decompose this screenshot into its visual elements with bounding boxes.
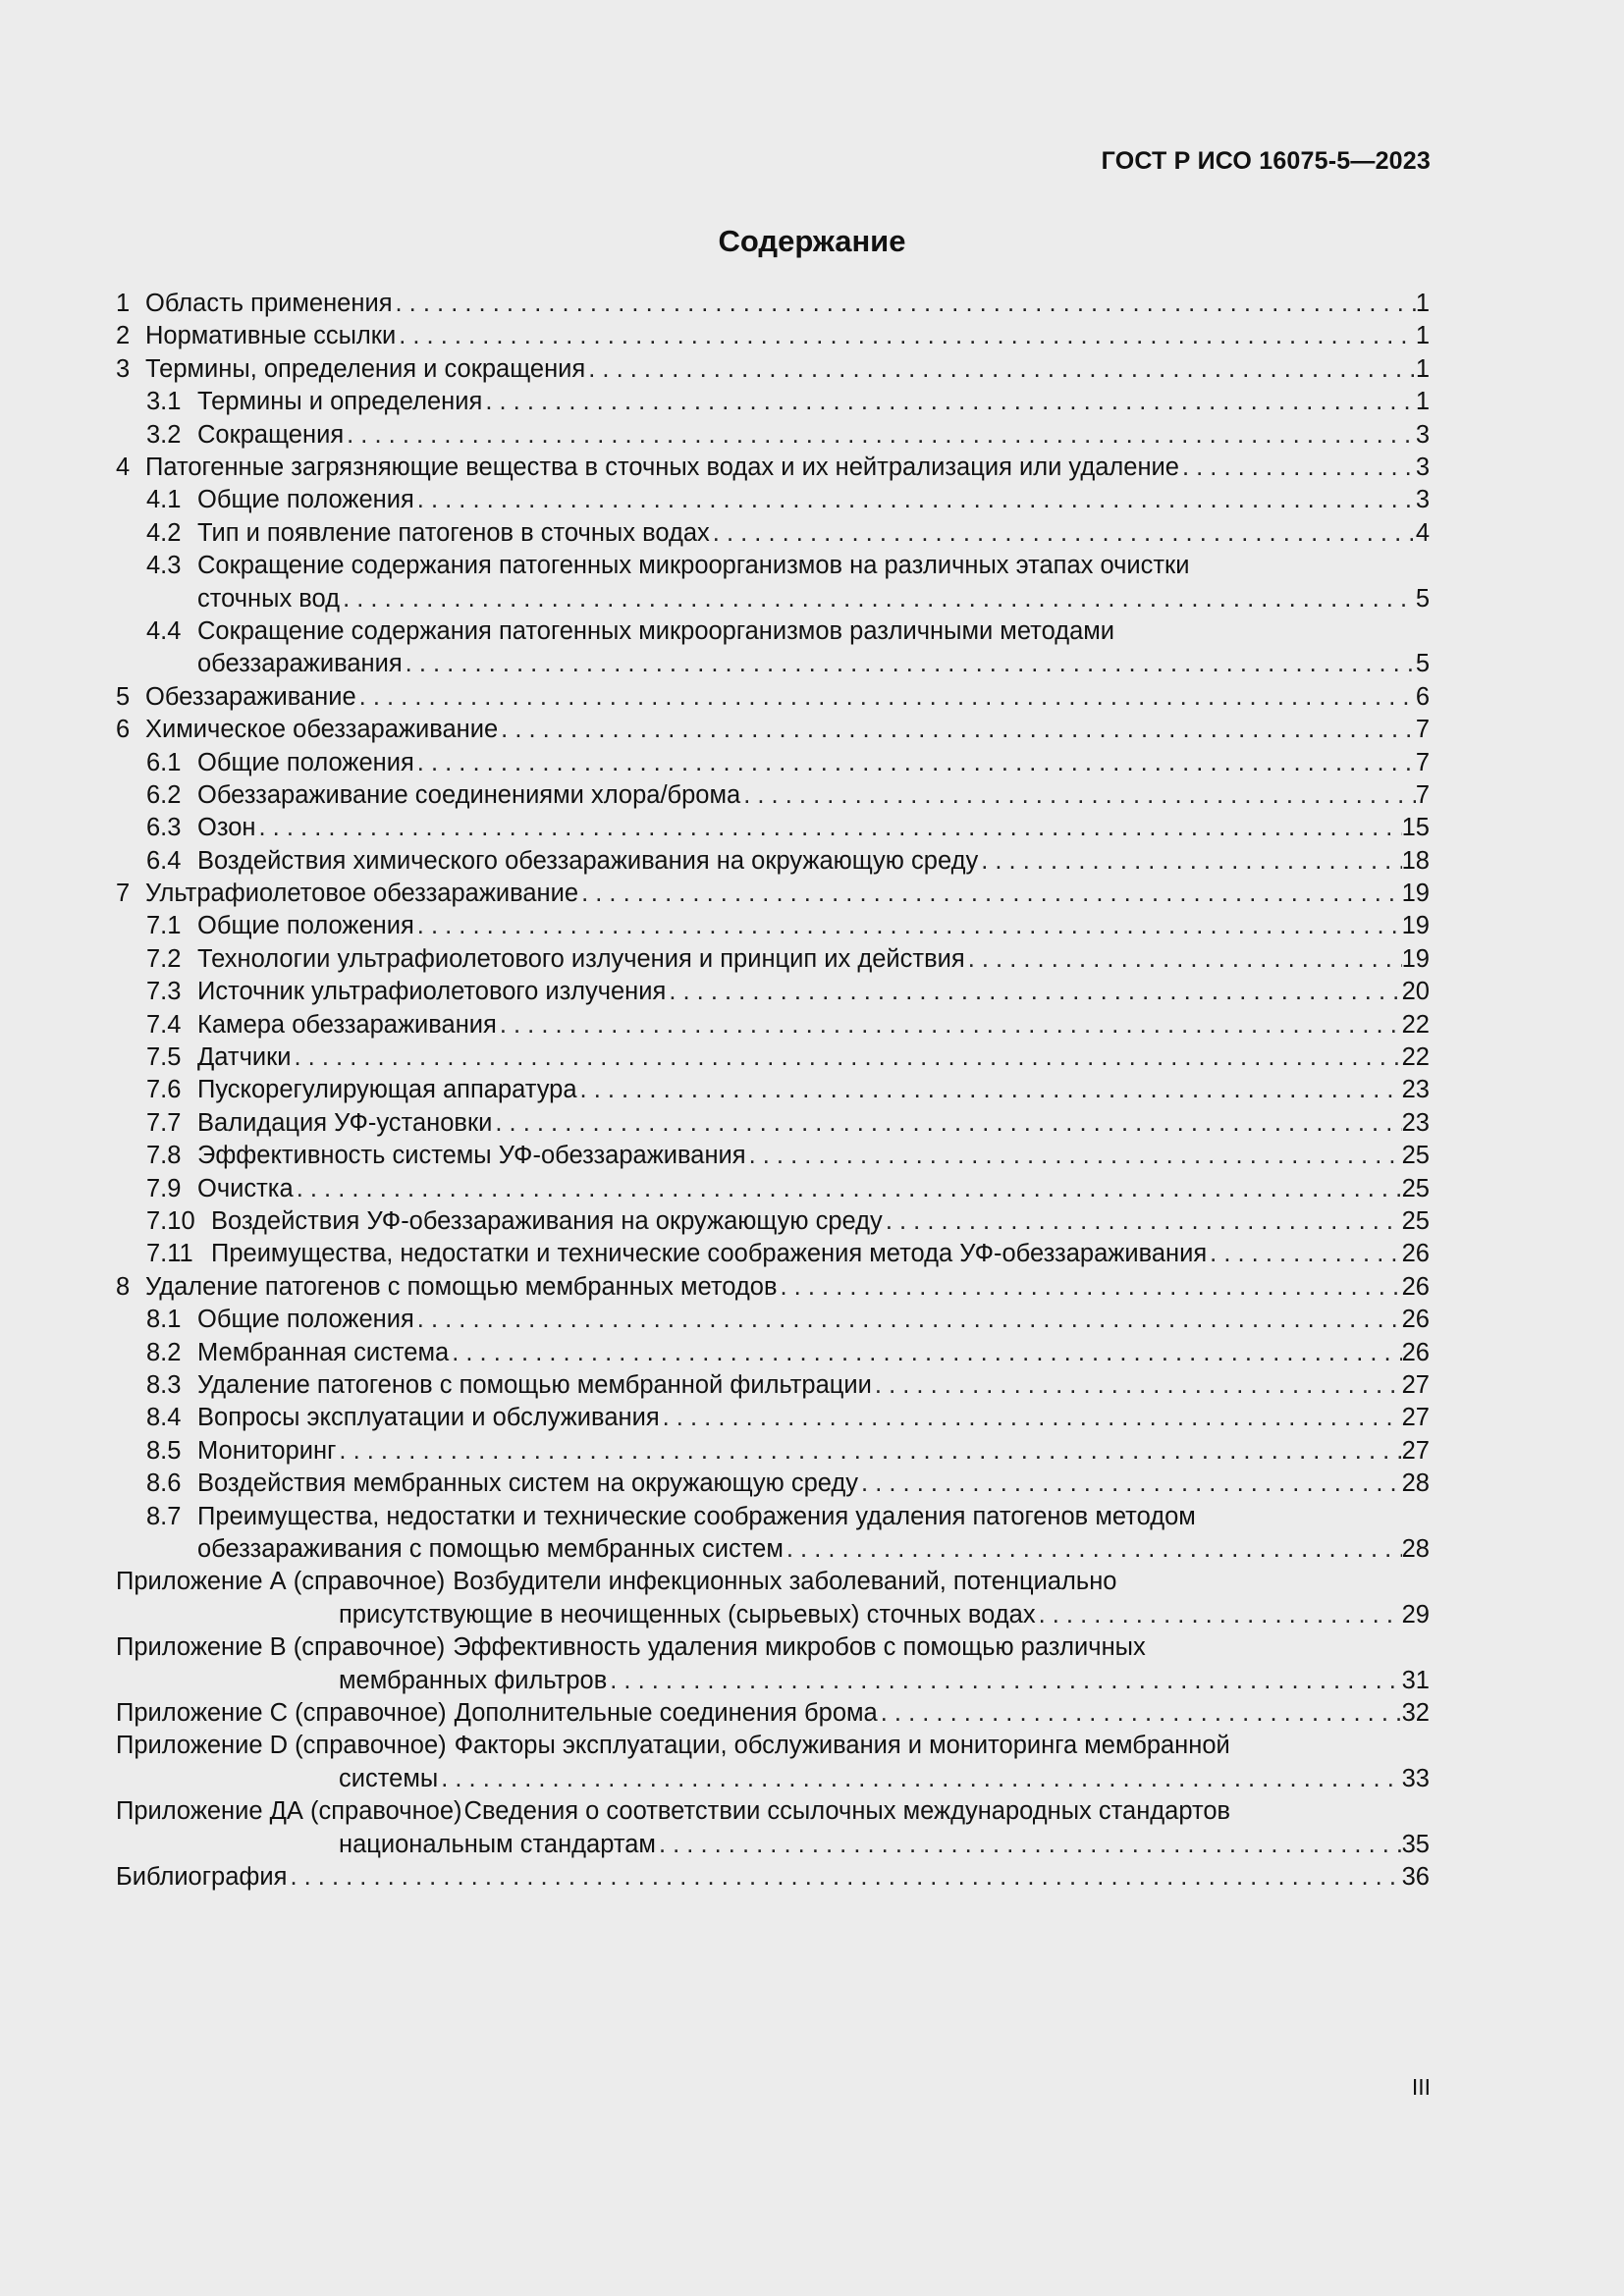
toc-entry-title-line2: национальным стандартам (339, 1830, 656, 1858)
toc-entry[interactable] (116, 1304, 1430, 1336)
page-folio: III (1411, 2074, 1431, 2100)
toc-entry-title-line1: Сведения о соответствии ссылочных международных стандартов (463, 1797, 1231, 1826)
toc-leader-dots (414, 484, 1416, 516)
toc-entry-number: 7.6 (146, 1076, 182, 1104)
appendix-label: Приложение ДА (справочное) (116, 1797, 462, 1826)
toc-entry[interactable] (116, 1435, 1430, 1468)
toc-entry-page: 36 (1401, 1862, 1430, 1891)
toc-entry-page: 3 (1415, 453, 1430, 481)
toc-entry-number: 6.2 (146, 780, 182, 809)
toc-entry-number: 7.11 (146, 1240, 193, 1268)
toc-entry-number: 8 (116, 1272, 131, 1301)
toc-entry-title: Общие положения (197, 748, 414, 776)
toc-entry-number: 1 (116, 289, 131, 317)
toc-leader-dots (492, 1107, 1401, 1140)
toc-entry[interactable] (116, 1009, 1430, 1041)
toc-entry-title: Патогенные загрязняющие вещества в сточных водах и их нейтрализация или удаление (145, 453, 1179, 481)
toc-entry-number: 7.8 (146, 1142, 182, 1170)
toc-entry[interactable] (116, 910, 1430, 942)
toc-entry[interactable] (116, 1468, 1430, 1500)
toc-entry-page: 5 (1415, 650, 1430, 678)
toc-entry-page: 22 (1401, 1043, 1430, 1072)
toc-leader-dots (414, 747, 1416, 779)
toc-entry-page: 26 (1401, 1272, 1430, 1301)
toc-entry-title: Удаление патогенов с помощью мембранных методов (145, 1272, 778, 1301)
toc-entry-title: Очистка (197, 1174, 294, 1202)
toc-entry-number: 7.2 (146, 944, 182, 973)
toc-entry-number: 3.2 (146, 420, 182, 449)
toc-entry-page: 23 (1401, 1108, 1430, 1137)
toc-entry-page: 19 (1401, 912, 1430, 940)
toc-leader-dots (660, 1402, 1402, 1434)
toc-leader-dots (746, 1140, 1402, 1172)
toc-entry-number: 3.1 (146, 388, 182, 416)
toc-leader-dots (497, 1009, 1402, 1041)
appendix-label: Приложение D (справочное) (116, 1732, 447, 1760)
toc-entry-title-line2: системы (339, 1764, 439, 1792)
toc-entry-title: Дополнительные соединения брома (454, 1698, 878, 1727)
toc-entry-page: 3 (1415, 486, 1430, 514)
toc-entry-title-line2: мембранных фильтров (339, 1666, 608, 1694)
toc-entry-page: 31 (1401, 1666, 1430, 1694)
toc-entry-title: Обеззараживание соединениями хлора/брома (197, 780, 741, 809)
toc-entry-title: Технологии ультрафиолетового излучения и принцип их действия (197, 944, 965, 973)
toc-leader-dots (1036, 1599, 1402, 1631)
toc-leader-dots (656, 1829, 1402, 1861)
toc-entry[interactable] (116, 943, 1430, 976)
toc-entry-number: 8.6 (146, 1469, 182, 1498)
toc-entry-number: 8.7 (146, 1502, 182, 1530)
toc-leader-dots (396, 320, 1416, 352)
toc-entry-title: Источник ультрафиолетового излучения (197, 978, 667, 1006)
toc-leader-dots (498, 714, 1416, 746)
toc-leader-dots (256, 812, 1402, 844)
toc-entry-title: Термины, определения и сокращения (145, 354, 586, 383)
toc-entry-page: 29 (1401, 1600, 1430, 1629)
toc-entry-page: 27 (1401, 1404, 1430, 1432)
toc-leader-dots (1207, 1238, 1401, 1270)
toc-entry-page: 28 (1401, 1469, 1430, 1498)
toc-entry-number: 5 (116, 682, 131, 711)
toc-entry-title: Воздействия УФ-обеззараживания на окружающую среду (211, 1206, 883, 1235)
toc-entry-page: 23 (1401, 1076, 1430, 1104)
toc-entry-number: 6.4 (146, 846, 182, 875)
appendix-label: Приложение В (справочное) (116, 1633, 446, 1662)
toc-entry-number: 7.5 (146, 1043, 182, 1072)
toc-entry-number: 6.3 (146, 814, 182, 842)
toc-leader-dots (414, 1304, 1402, 1336)
toc-leader-dots (778, 1271, 1402, 1304)
toc-leader-dots (294, 1173, 1402, 1205)
toc-entry-title: Датчики (197, 1043, 292, 1072)
toc-entry-page: 7 (1415, 716, 1430, 744)
toc-entry-page: 26 (1401, 1240, 1430, 1268)
toc-leader-dots (344, 419, 1416, 452)
toc-entry-title: Ультрафиолетовое обеззараживание (145, 880, 579, 908)
toc-entry-title: Удаление патогенов с помощью мембранной фильтрации (197, 1370, 872, 1399)
toc-entry-title: Преимущества, недостатки и технические соображения метода УФ-обеззараживания (211, 1240, 1208, 1268)
toc-entry[interactable] (116, 1369, 1430, 1402)
toc-entry[interactable] (116, 452, 1430, 484)
toc-entry-page: 28 (1401, 1534, 1430, 1563)
toc-entry[interactable] (116, 484, 1430, 516)
toc-entry-title: Мембранная система (197, 1338, 450, 1366)
toc-entry-appendix[interactable] (116, 1795, 1430, 1861)
toc-entry[interactable] (116, 1238, 1430, 1270)
toc-entry[interactable] (116, 747, 1430, 779)
toc-entry-page: 1 (1415, 354, 1430, 383)
toc-leader-dots (356, 681, 1416, 714)
toc-entry-title: Общие положения (197, 912, 414, 940)
toc-entry-number: 4.4 (146, 616, 182, 645)
toc-entry-page: 35 (1401, 1830, 1430, 1858)
toc-entry-title: Пускорегулирующая аппаратура (197, 1076, 577, 1104)
toc-entry-page: 27 (1401, 1436, 1430, 1465)
toc-entry-number: 3 (116, 354, 131, 383)
toc-leader-dots (878, 1697, 1402, 1730)
toc-leader-dots (965, 943, 1402, 976)
toc-entry[interactable] (116, 419, 1430, 452)
toc-entry-number: 2 (116, 322, 131, 350)
toc-leader-dots (883, 1205, 1402, 1238)
toc-entry-title: Библиография (116, 1862, 288, 1891)
toc-leader-dots (978, 845, 1401, 878)
toc-entry-page: 4 (1415, 518, 1430, 547)
toc-leader-dots (336, 1435, 1401, 1468)
toc-entry-page: 19 (1401, 880, 1430, 908)
toc-entry-number: 7.7 (146, 1108, 182, 1137)
toc-leader-dots (577, 1074, 1402, 1106)
toc-entry-page: 19 (1401, 944, 1430, 973)
toc-entry-page: 7 (1415, 748, 1430, 776)
toc-entry-number: 7.10 (146, 1206, 195, 1235)
toc-entry-title-line2: присутствующие в неочищенных (сырьевых) сточных водах (339, 1600, 1036, 1629)
toc-entry-page: 20 (1401, 978, 1430, 1006)
toc-entry-number: 6.1 (146, 748, 182, 776)
toc-entry-title: Мониторинг (197, 1436, 337, 1465)
toc-entry[interactable] (116, 386, 1430, 418)
toc-entry-title-line2: обеззараживания (197, 650, 403, 678)
toc-entry-title: Эффективность системы УФ-обеззараживания (197, 1142, 746, 1170)
toc-entry-title: Общие положения (197, 1306, 414, 1334)
toc-entry-title-line2: обеззараживания с помощью мембранных систем (197, 1534, 784, 1563)
toc-entry-page: 25 (1401, 1174, 1430, 1202)
toc-entry[interactable] (116, 320, 1430, 352)
toc-leader-dots (578, 878, 1402, 910)
toc-entry-number: 4.1 (146, 486, 182, 514)
toc-entry[interactable] (116, 353, 1430, 386)
toc-entry[interactable] (116, 779, 1430, 812)
toc-entry-title-line1: Эффективность удаления микробов с помощью различных (453, 1633, 1146, 1662)
toc-entry-page: 26 (1401, 1306, 1430, 1334)
toc-leader-dots (414, 910, 1402, 942)
toc-entry-appendix[interactable] (116, 1697, 1430, 1730)
toc-leader-dots (403, 648, 1416, 680)
toc-entry[interactable] (116, 1173, 1430, 1205)
toc-entry-appendix[interactable] (116, 1730, 1430, 1795)
toc-leader-dots (710, 517, 1416, 550)
toc-entry[interactable] (116, 615, 1430, 681)
toc-entry-page: 33 (1401, 1764, 1430, 1792)
toc-entry-number: 7.3 (146, 978, 182, 1006)
toc-entry-page: 15 (1401, 814, 1430, 842)
toc-entry-page: 25 (1401, 1206, 1430, 1235)
toc-entry[interactable] (116, 1271, 1430, 1304)
toc-entry-number: 7.4 (146, 1010, 182, 1039)
toc-entry[interactable] (116, 714, 1430, 746)
toc-entry-title: Сокращения (197, 420, 345, 449)
toc-leader-dots (607, 1665, 1401, 1697)
toc-entry-number: 4 (116, 453, 131, 481)
toc-entry-page: 22 (1401, 1010, 1430, 1039)
toc-entry[interactable] (116, 1337, 1430, 1369)
toc-entry-number: 7.9 (146, 1174, 182, 1202)
toc-entry-title: Тип и появление патогенов в сточных водах (197, 518, 710, 547)
toc-entry-number: 7 (116, 880, 131, 908)
toc-entry-page: 26 (1401, 1338, 1430, 1366)
toc-entry-page: 25 (1401, 1142, 1430, 1170)
toc-entry[interactable] (116, 1074, 1430, 1106)
toc-entry-number: 8.5 (146, 1436, 182, 1465)
appendix-label: Приложение А (справочное) (116, 1568, 446, 1596)
toc-entry-number: 8.4 (146, 1404, 182, 1432)
toc-leader-dots (438, 1763, 1401, 1795)
toc-entry-title: Валидация УФ-установки (197, 1108, 493, 1137)
toc-leader-dots (858, 1468, 1402, 1500)
toc-entry-title: Вопросы эксплуатации и обслуживания (197, 1404, 660, 1432)
toc-entry[interactable] (116, 1205, 1430, 1238)
toc-leader-dots (287, 1861, 1401, 1894)
toc-entry[interactable] (116, 812, 1430, 844)
toc-entry-page: 7 (1415, 780, 1430, 809)
toc-entry-bibliography[interactable] (116, 1861, 1430, 1894)
toc-entry-title-line1: Возбудители инфекционных заболеваний, потенциально (453, 1568, 1117, 1596)
toc-entry-page: 1 (1415, 388, 1430, 416)
toc-entry-appendix[interactable] (116, 1631, 1430, 1697)
toc-leader-dots (740, 779, 1416, 812)
appendix-label: Приложение С (справочное) (116, 1698, 447, 1727)
toc-entry-number: 4.3 (146, 552, 182, 580)
toc-entry-title: Химическое обеззараживание (145, 716, 499, 744)
toc-entry-appendix[interactable] (116, 1566, 1430, 1631)
toc-entry-number: 4.2 (146, 518, 182, 547)
toc-entry-title: Озон (197, 814, 256, 842)
toc-entry[interactable] (116, 878, 1430, 910)
toc-entry[interactable] (116, 1501, 1430, 1567)
toc-entry-title: Общие положения (197, 486, 414, 514)
toc-entry[interactable] (116, 681, 1430, 714)
table-of-contents (116, 288, 1430, 1894)
toc-leader-dots (784, 1533, 1402, 1566)
toc-entry[interactable] (116, 1140, 1430, 1172)
toc-entry[interactable] (116, 550, 1430, 615)
toc-leader-dots (872, 1369, 1402, 1402)
toc-entry[interactable] (116, 1402, 1430, 1434)
toc-leader-dots (666, 976, 1401, 1008)
toc-entry-page: 5 (1415, 584, 1430, 613)
toc-entry-page: 6 (1415, 682, 1430, 711)
document-designation: ГОСТ Р ИСО 16075-5—2023 (1101, 147, 1431, 175)
toc-entry-number: 7.1 (146, 912, 182, 940)
toc-entry[interactable] (116, 976, 1430, 1008)
toc-entry-title-line1: Преимущества, недостатки и технические соображения удаления патогенов методом (197, 1502, 1196, 1530)
toc-entry-title: Воздействия мембранных систем на окружающую среду (197, 1469, 859, 1498)
toc-entry[interactable] (116, 517, 1430, 550)
toc-leader-dots (1179, 452, 1416, 484)
toc-entry-title: Область применения (145, 289, 393, 317)
toc-leader-dots (393, 288, 1416, 320)
toc-entry-title-line2: сточных вод (197, 584, 341, 613)
toc-entry-page: 18 (1401, 846, 1430, 875)
toc-entry-title: Нормативные ссылки (145, 322, 397, 350)
toc-entry-page: 1 (1415, 322, 1430, 350)
toc-entry-title: Камера обеззараживания (197, 1010, 497, 1039)
toc-entry-page: 1 (1415, 289, 1430, 317)
toc-entry-title: Обеззараживание (145, 682, 356, 711)
toc-entry[interactable] (116, 1041, 1430, 1074)
toc-entry-title: Термины и определения (197, 388, 483, 416)
toc-entry-title: Воздействия химического обеззараживания на окружающую среду (197, 846, 979, 875)
toc-entry-page: 3 (1415, 420, 1430, 449)
toc-entry-page: 32 (1401, 1698, 1430, 1727)
toc-entry[interactable] (116, 288, 1430, 320)
toc-entry-number: 8.1 (146, 1306, 182, 1334)
toc-entry-title-line1: Сокращение содержания патогенных микроорганизмов на различных этапах очистки (197, 552, 1190, 580)
toc-leader-dots (292, 1041, 1402, 1074)
toc-leader-dots (585, 353, 1416, 386)
toc-entry[interactable] (116, 1107, 1430, 1140)
toc-entry-number: 8.2 (146, 1338, 182, 1366)
toc-entry-page: 27 (1401, 1370, 1430, 1399)
toc-entry-title-line1: Факторы эксплуатации, обслуживания и мониторинга мембранной (454, 1732, 1230, 1760)
toc-title: Содержание (718, 224, 906, 258)
toc-entry-title-line1: Сокращение содержания патогенных микроорганизмов различными методами (197, 616, 1115, 645)
toc-leader-dots (482, 386, 1416, 418)
toc-entry[interactable] (116, 845, 1430, 878)
toc-leader-dots (340, 583, 1416, 615)
toc-entry-number: 6 (116, 716, 131, 744)
toc-leader-dots (449, 1337, 1401, 1369)
toc-entry-number: 8.3 (146, 1370, 182, 1399)
